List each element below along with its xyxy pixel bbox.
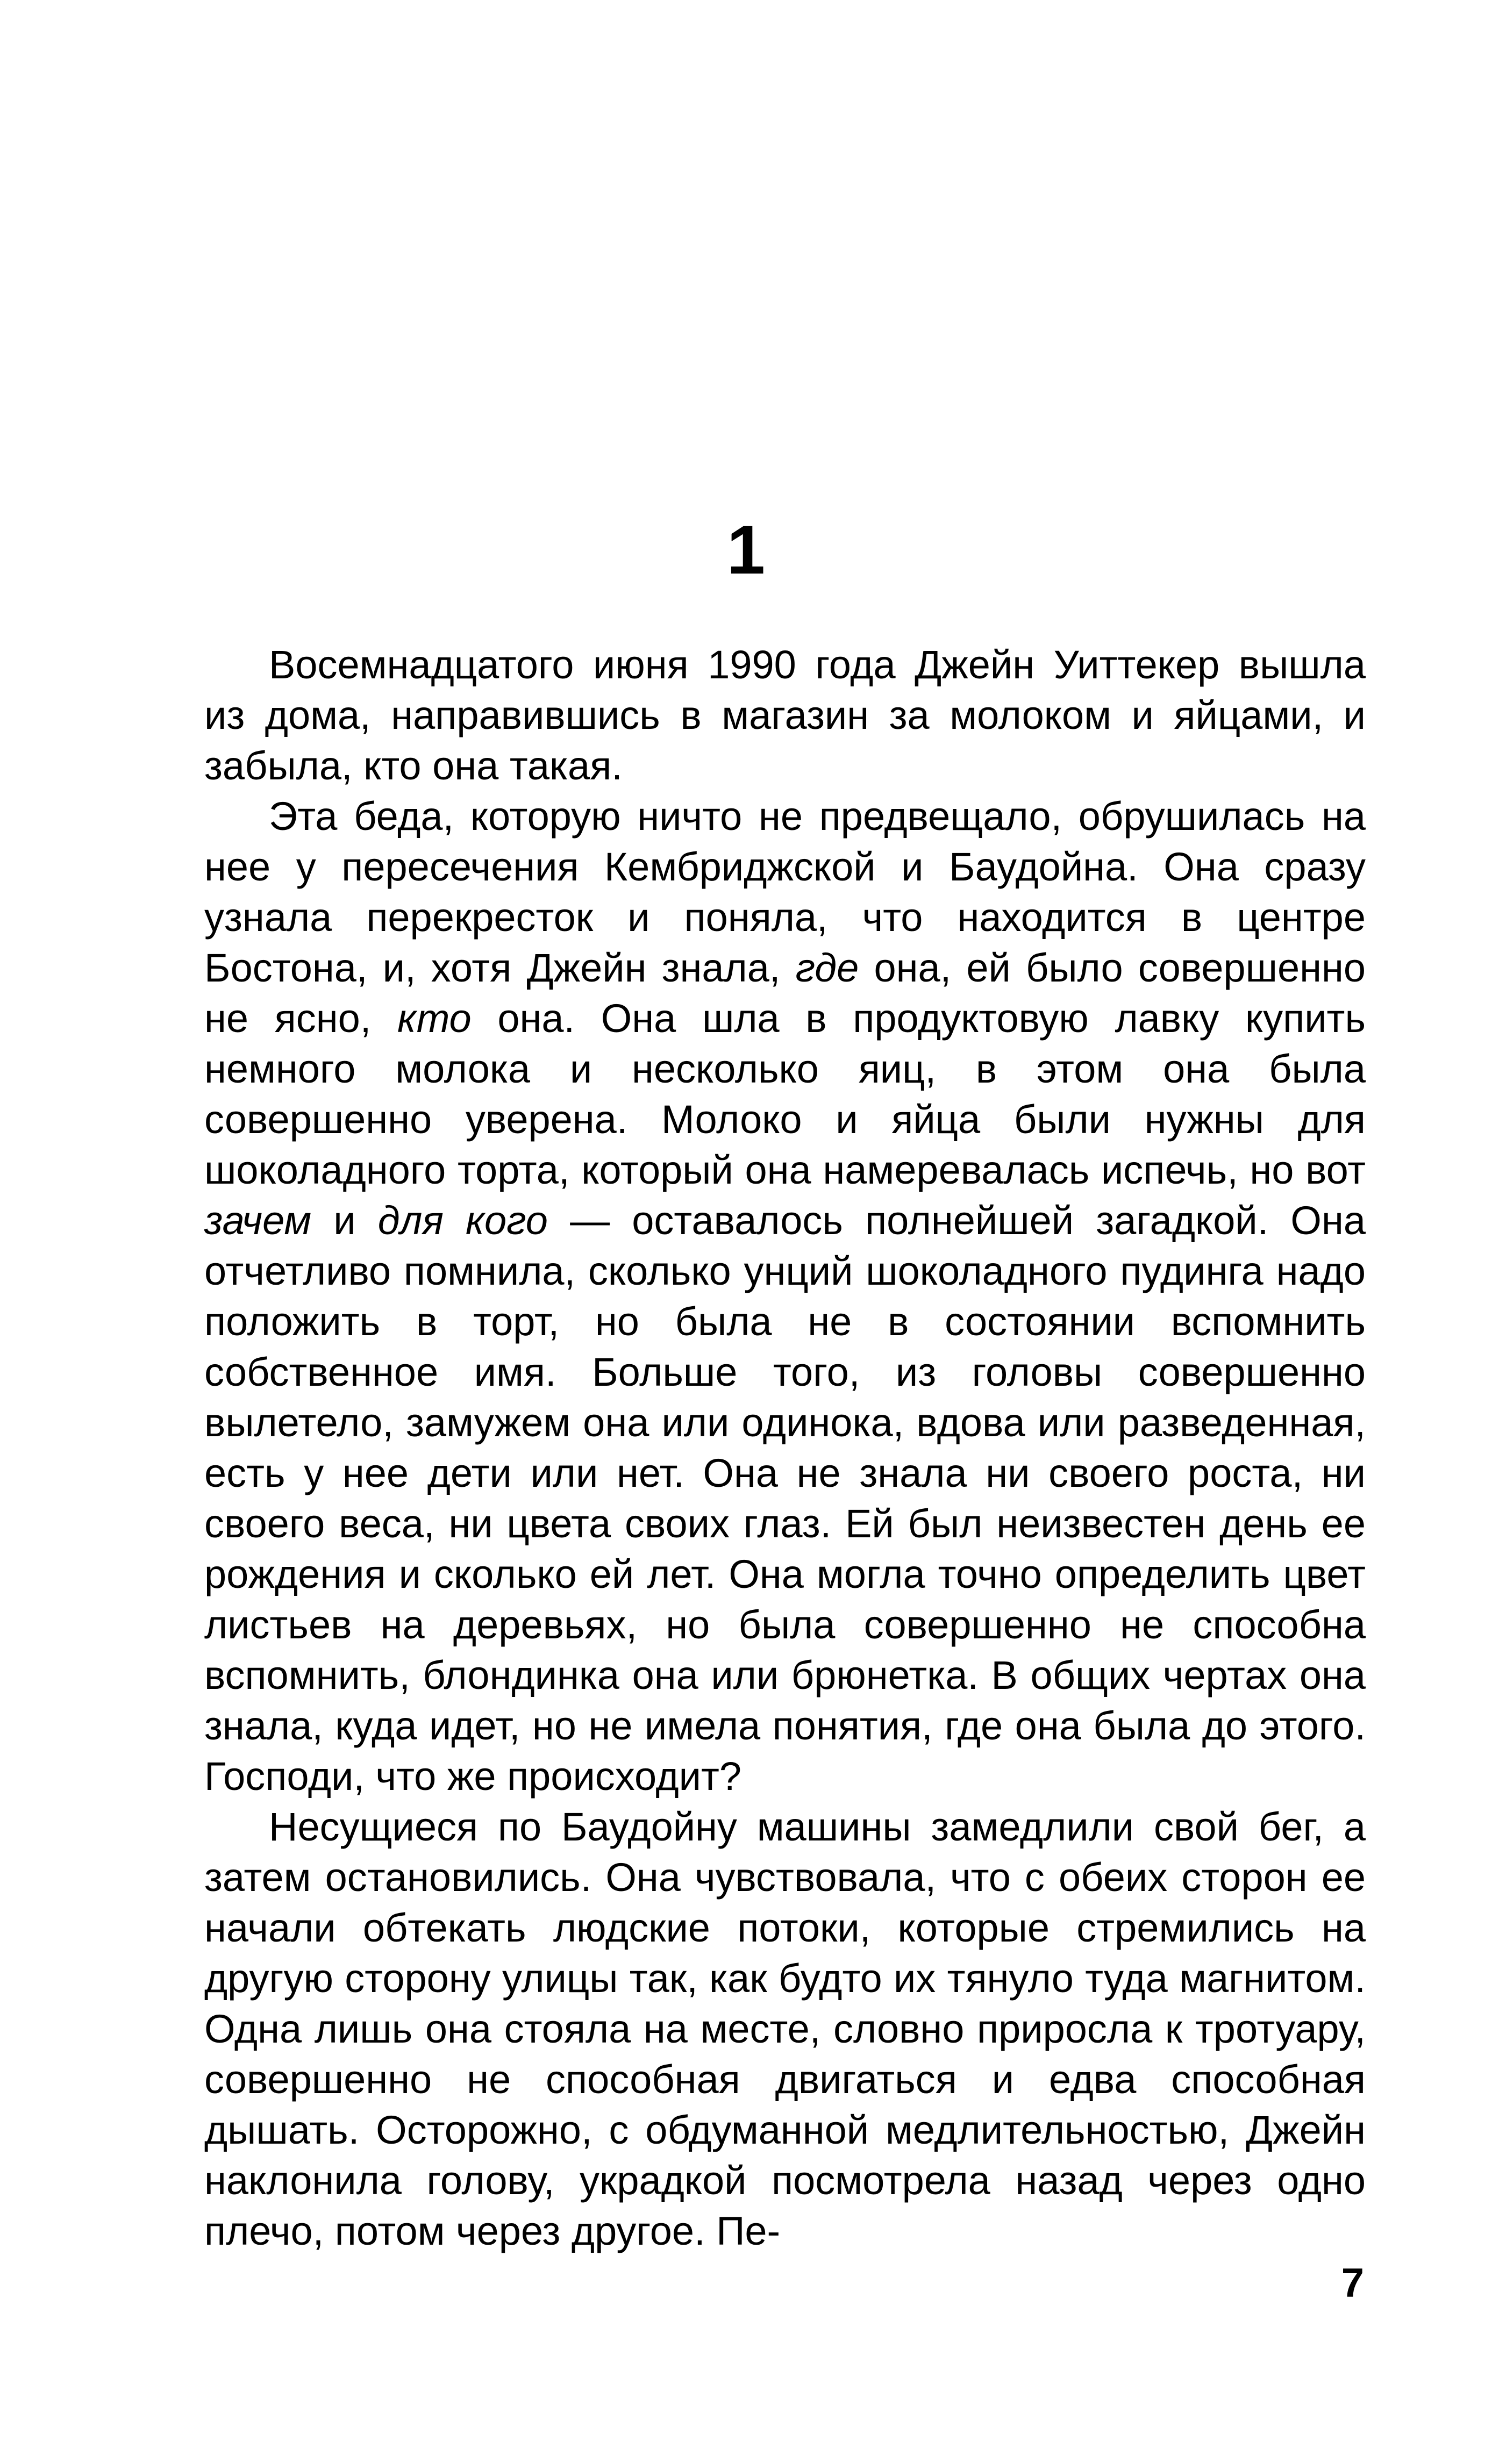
text-segment: Восемнадцатого июня 1990 года Джейн Уиттекер вышла из дома, направившись в магазин за молоком и яйцами, и забыла, кто она такая.	[204, 642, 1366, 788]
text-segment: она, ей было совершенно не ясно,	[204, 946, 1366, 1041]
text-segment: Несущиеся по Баудойну машины замедлили свой бег, а затем остановились. Она чувствовала, что с обеих сторон ее начали обтекать людские потоки, которые стремились на другую сторону улицы так, как будто их тянуло туда магнитом. Одна лишь она стояла на месте, словно приросла к тротуару, совершенно не способная двигаться и едва способная дышать. Осторожно, с обдуманной медлительностью, Джейн наклонила голову, украдкой посмотрела назад через одно плечо, потом через другое. Пе-	[204, 1804, 1366, 2253]
italic-word: зачем	[204, 1198, 312, 1243]
page-number: 7	[1341, 2260, 1364, 2306]
text-segment: и	[311, 1198, 378, 1243]
chapter-number: 1	[726, 512, 766, 589]
italic-word: кто	[397, 996, 472, 1041]
paragraph-2	[204, 791, 1366, 1802]
text-segment: — оставалось полнейшей загадкой. Она отчетливо помнила, сколько унций шоколадного пудинга надо положить в торт, но была не в состоянии вспомнить собственное имя. Больше того, из головы совершенно вылетело, замужем она или одинока, вдова или разведенная, есть у нее дети или нет. Она не знала ни своего роста, ни своего веса, ни цвета своих глаз. Ей был неизвестен день ее рождения и сколько ей лет. Она могла точно определить цвет листьев на деревьях, но была совершенно не способна вспомнить, блондинка она или брюнетка. В общих чертах она знала, куда идет, но не имела понятия, где она была до этого. Господи, что же происходит?	[204, 1198, 1366, 1799]
italic-word: для кого	[377, 1198, 548, 1243]
text-segment: Эта беда, которую ничто не предвещало, обрушилась на нее у пересечения Кембриджской и Баудойна. Она сразу узнала перекресток и поняла, что находится в центре Бостона, и, хотя Джейн знала,	[204, 794, 1366, 990]
body-text	[204, 640, 1366, 2257]
paragraph-3	[204, 1802, 1366, 2257]
italic-word: где	[795, 946, 859, 990]
text-segment: она. Она шла в продуктовую лавку купить немного молока и несколько яиц, в этом она была совершенно уверена. Молоко и яйца были нужны для шоколадного торта, который она намеревалась испечь, но вот	[204, 996, 1366, 1192]
paragraph-1	[204, 640, 1366, 791]
